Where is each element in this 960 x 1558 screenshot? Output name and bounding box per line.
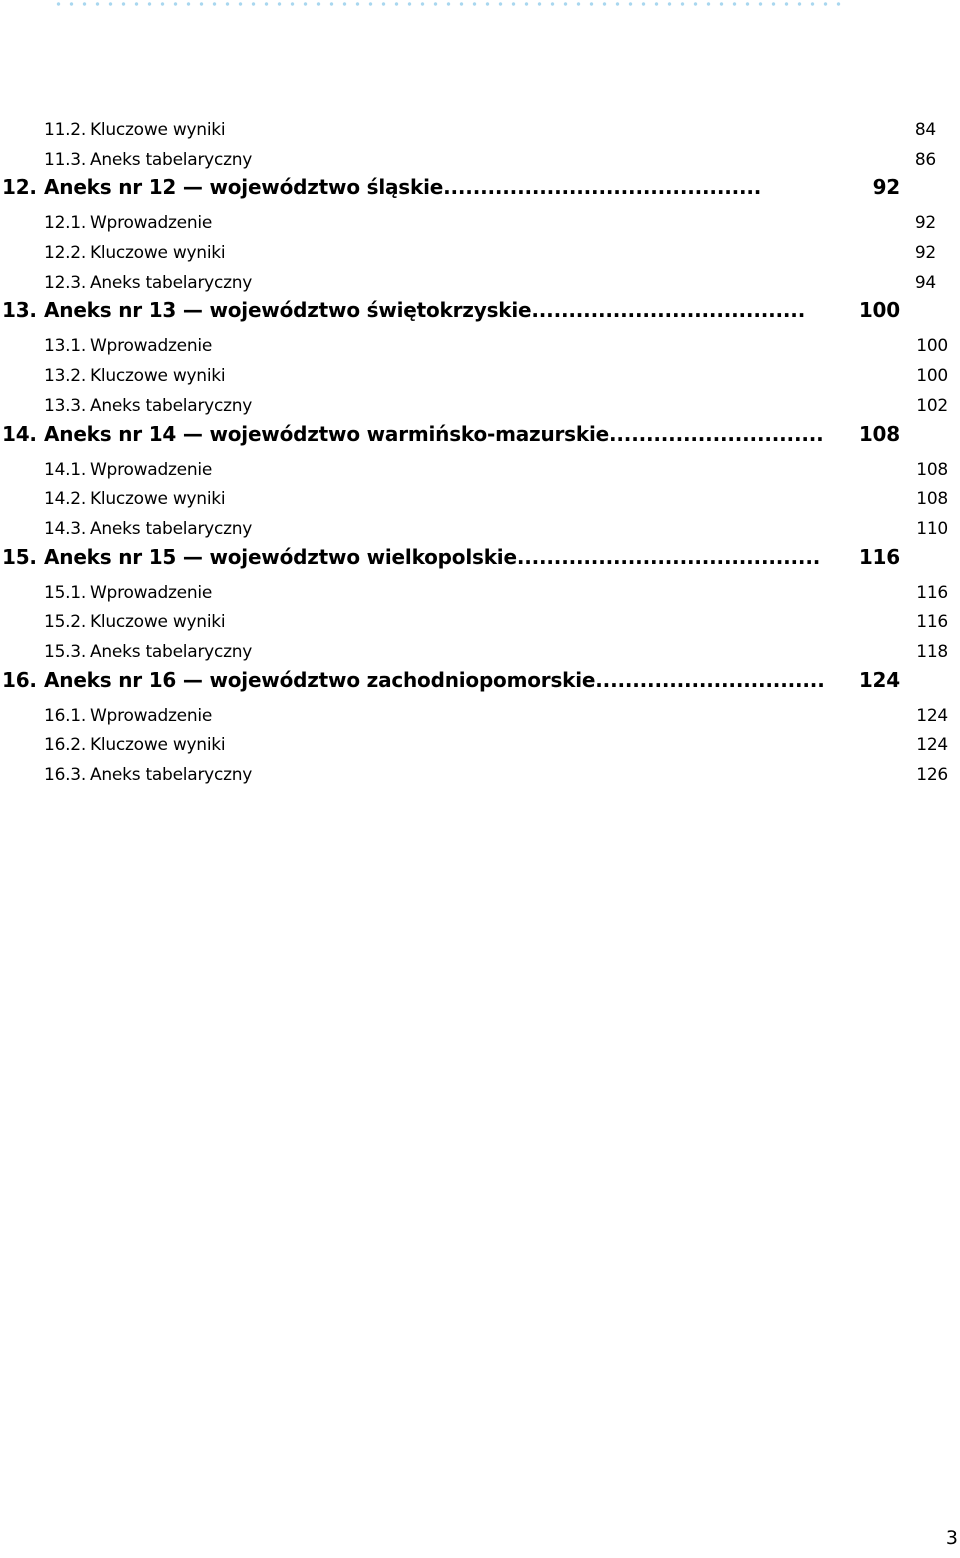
toc-chapter-entry[interactable] xyxy=(0,294,960,328)
toc-section-entry[interactable] xyxy=(0,757,960,787)
toc-entry-number: 14.1. xyxy=(44,459,87,480)
toc-entry-number: 12.1. xyxy=(44,213,87,234)
toc-entry-page: 116 xyxy=(916,612,948,633)
toc-entry-number: 15. xyxy=(2,544,37,569)
decorative-dotted-border xyxy=(52,2,842,6)
toc-entry-page: 108 xyxy=(916,459,948,480)
toc-section-entry[interactable] xyxy=(0,328,960,358)
toc-entry-number: 15.1. xyxy=(44,582,87,603)
toc-section-entry[interactable] xyxy=(0,388,960,418)
toc-entry-number: 13.2. xyxy=(44,366,87,387)
page-number: 3 xyxy=(945,1527,958,1549)
toc-entry-title: Wprowadzenie xyxy=(90,705,213,726)
toc-entry-page: 126 xyxy=(916,765,948,785)
toc-entry-title: Kluczowe wyniki xyxy=(90,489,226,510)
toc-entry-title: Kluczowe wyniki xyxy=(90,735,226,756)
toc-entry-page: 110 xyxy=(916,518,948,539)
toc-entry-title: Aneks nr 14 — województwo warmińsko-mazurskie............................. xyxy=(44,421,824,446)
toc-chapter-entry[interactable] xyxy=(0,541,960,575)
toc-entry-page: 92 xyxy=(872,175,900,200)
toc-section-entry[interactable] xyxy=(0,205,960,235)
toc-entry-title: Aneks tabelaryczny xyxy=(90,765,253,785)
toc-entry-title: Wprowadzenie xyxy=(90,336,213,357)
toc-entry-page: 100 xyxy=(916,366,948,387)
toc-entry-title: Aneks tabelaryczny xyxy=(90,641,253,662)
toc-entry-number: 13.1. xyxy=(44,336,87,357)
toc-entry-number: 15.3. xyxy=(44,641,87,662)
toc-entry-title: Kluczowe wyniki xyxy=(90,612,226,633)
toc-entry-number: 11.3. xyxy=(44,149,87,170)
toc-chapter-entry[interactable] xyxy=(0,171,960,205)
toc-section-entry[interactable] xyxy=(0,727,960,757)
toc-chapter-entry[interactable] xyxy=(0,418,960,452)
toc-entry-page: 116 xyxy=(916,582,948,603)
toc-section-entry[interactable] xyxy=(0,634,960,664)
toc-section-entry[interactable] xyxy=(0,481,960,511)
toc-section-entry[interactable] xyxy=(0,142,960,172)
toc-entry-number: 14. xyxy=(2,421,37,446)
toc-entry-number: 11.2. xyxy=(44,120,87,140)
toc-entry-page: 118 xyxy=(916,641,948,662)
toc-section-entry[interactable] xyxy=(0,358,960,388)
toc-entry-title: Aneks nr 15 — województwo wielkopolskie......................................... xyxy=(44,544,821,569)
toc-entry-page: 94 xyxy=(914,272,936,293)
toc-entry-number: 14.3. xyxy=(44,518,87,539)
toc-entry-number: 14.2. xyxy=(44,489,87,510)
toc-entry-title: Aneks nr 13 — województwo świętokrzyskie..................................... xyxy=(44,298,806,323)
toc-section-entry[interactable] xyxy=(0,511,960,541)
toc-entry-number: 13.3. xyxy=(44,395,87,416)
toc-entry-title: Aneks tabelaryczny xyxy=(90,149,253,170)
toc-entry-page: 108 xyxy=(916,489,948,510)
toc-entry-number: 12. xyxy=(2,175,37,200)
toc-section-entry[interactable] xyxy=(0,452,960,482)
toc-section-entry[interactable] xyxy=(0,575,960,605)
toc-entry-title: Aneks tabelaryczny xyxy=(90,395,253,416)
toc-entry-page: 92 xyxy=(914,213,936,234)
toc-entry-page: 124 xyxy=(858,667,900,692)
table-of-contents xyxy=(0,112,960,787)
toc-entry-number: 12.2. xyxy=(44,243,87,264)
toc-section-entry[interactable] xyxy=(0,265,960,295)
toc-entry-page: 92 xyxy=(914,243,936,264)
toc-entry-title: Kluczowe wyniki xyxy=(90,120,226,140)
toc-entry-number: 16. xyxy=(2,667,37,692)
toc-section-entry[interactable] xyxy=(0,235,960,265)
toc-entry-page: 124 xyxy=(916,705,948,726)
toc-section-entry[interactable] xyxy=(0,604,960,634)
toc-entry-page: 100 xyxy=(858,298,900,323)
toc-entry-title: Wprowadzenie xyxy=(90,582,213,603)
toc-entry-page: 100 xyxy=(916,336,948,357)
toc-entry-page: 84 xyxy=(914,120,936,140)
toc-entry-number: 13. xyxy=(2,298,37,323)
toc-entry-page: 86 xyxy=(914,149,936,170)
toc-entry-number: 16.2. xyxy=(44,735,87,756)
toc-entry-page: 102 xyxy=(916,395,948,416)
toc-entry-number: 12.3. xyxy=(44,272,87,293)
toc-chapter-entry[interactable] xyxy=(0,664,960,698)
toc-entry-title: Aneks nr 16 — województwo zachodniopomorskie............................... xyxy=(44,667,825,692)
toc-entry-title: Aneks tabelaryczny xyxy=(90,518,253,539)
toc-entry-title: Aneks nr 12 — województwo śląskie........................................... xyxy=(44,175,762,200)
toc-entry-title: Kluczowe wyniki xyxy=(90,366,226,387)
toc-entry-page: 124 xyxy=(916,735,948,756)
toc-entry-page: 116 xyxy=(858,544,900,569)
toc-entry-title: Wprowadzenie xyxy=(90,459,213,480)
toc-entry-title: Wprowadzenie xyxy=(90,213,213,234)
toc-entry-number: 15.2. xyxy=(44,612,87,633)
toc-entry-number: 16.1. xyxy=(44,705,87,726)
toc-entry-title: Kluczowe wyniki xyxy=(90,243,226,264)
toc-entry-page: 108 xyxy=(858,421,900,446)
toc-entry-number: 16.3. xyxy=(44,765,87,785)
toc-section-entry[interactable] xyxy=(0,698,960,728)
toc-entry-title: Aneks tabelaryczny xyxy=(90,272,253,293)
toc-section-entry[interactable] xyxy=(0,112,960,142)
